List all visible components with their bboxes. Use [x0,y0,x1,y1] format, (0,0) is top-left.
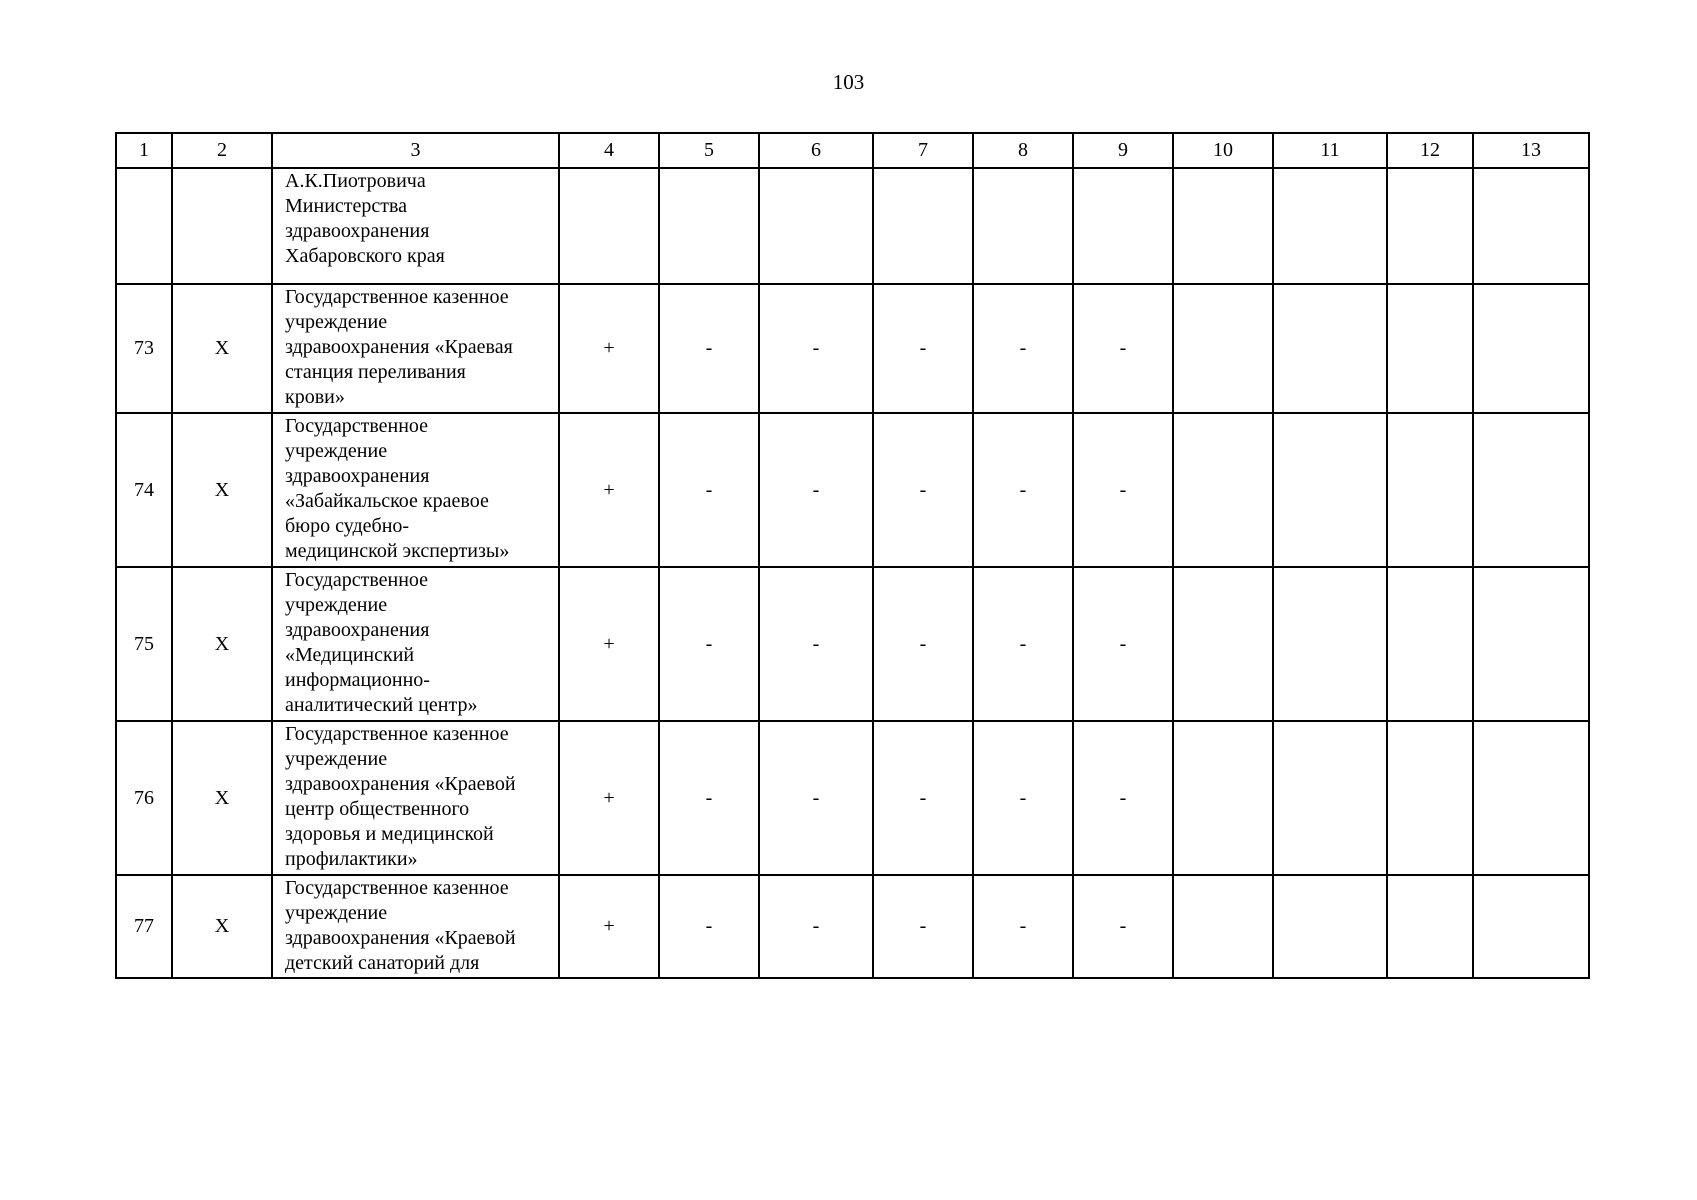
table-cell: - [1073,413,1173,567]
table-cell: Х [172,875,272,978]
column-header: 10 [1173,133,1273,168]
table-cell [1387,721,1473,875]
institution-name-cell: Государственное казенное учреждение здравоохранения «Краевой центр общественного здоровья и медицинской профилактики» [272,721,559,875]
table-cell [1473,413,1589,567]
table-cell: - [973,875,1073,978]
table-cell: - [973,284,1073,413]
table-cell [1387,284,1473,413]
table-cell: Х [172,413,272,567]
column-header: 6 [759,133,873,168]
table-cell: + [559,284,659,413]
table-cell: - [759,567,873,721]
page-number: 103 [832,70,865,94]
table-cell: - [659,875,759,978]
column-header: 3 [272,133,559,168]
table-cell [1173,567,1273,721]
table-cell [1273,168,1387,284]
table-row [116,168,1589,284]
institution-name-cell: Государственное казенное учреждение здравоохранения «Краевая станция переливания крови» [272,284,559,413]
institution-name-cell: Государственное учреждение здравоохранения «Медицинский информационно- аналитический центр» [272,567,559,721]
table-cell: - [873,875,973,978]
table-cell [172,168,272,284]
table-cell [1273,284,1387,413]
table-cell [1073,168,1173,284]
table-cell: Х [172,721,272,875]
header-row [116,133,1589,168]
column-header: 4 [559,133,659,168]
row-number-cell: 73 [116,284,172,413]
table-cell: - [659,721,759,875]
table-cell [1273,875,1387,978]
table-cell: - [973,721,1073,875]
table-cell: Х [172,284,272,413]
table-cell [973,168,1073,284]
row-number-cell: 77 [116,875,172,978]
table-cell [1473,875,1589,978]
table-cell [1173,168,1273,284]
table-cell [559,168,659,284]
table-cell [1173,875,1273,978]
table-cell: + [559,413,659,567]
table-cell [1273,721,1387,875]
table-cell: + [559,567,659,721]
column-header: 12 [1387,133,1473,168]
table-cell [116,168,172,284]
table-row [116,413,1589,567]
table-cell [1273,413,1387,567]
table-cell: + [559,875,659,978]
table-cell: - [759,875,873,978]
table-cell: - [1073,567,1173,721]
table-cell [873,168,973,284]
table-row [116,721,1589,875]
institution-name-cell: Государственное учреждение здравоохранения «Забайкальское краевое бюро судебно- медицинской экспертизы» [272,413,559,567]
table-cell: - [973,413,1073,567]
table-cell [1473,284,1589,413]
data-table [115,132,1590,979]
institution-name-cell: А.К.Пиотровича Министерства здравоохранения Хабаровского края [272,168,559,284]
column-header: 8 [973,133,1073,168]
table-cell [1173,721,1273,875]
table-cell [1387,875,1473,978]
table-cell: - [1073,284,1173,413]
table-cell: - [873,413,973,567]
column-header: 7 [873,133,973,168]
table-cell [1173,413,1273,567]
row-number-cell: 75 [116,567,172,721]
table-cell [1387,168,1473,284]
table-cell: - [659,567,759,721]
table-row [116,567,1589,721]
table-cell: - [759,284,873,413]
table-row [116,284,1589,413]
table-cell: + [559,721,659,875]
column-header: 11 [1273,133,1387,168]
table-cell [1473,567,1589,721]
institution-name-cell: Государственное казенное учреждение здравоохранения «Краевой детский санаторий для [272,875,559,978]
table-cell [1473,168,1589,284]
table-cell [759,168,873,284]
column-header: 5 [659,133,759,168]
table-cell: - [873,567,973,721]
table-cell: - [659,413,759,567]
table-cell: - [873,721,973,875]
table-cell: - [873,284,973,413]
table-cell [659,168,759,284]
table-cell: - [759,413,873,567]
table-cell: - [1073,721,1173,875]
table-cell [1387,413,1473,567]
table-cell: - [973,567,1073,721]
table-row [116,875,1589,978]
column-header: 9 [1073,133,1173,168]
table-cell: - [1073,875,1173,978]
table-cell [1387,567,1473,721]
row-number-cell: 76 [116,721,172,875]
table-cell: Х [172,567,272,721]
column-header: 2 [172,133,272,168]
table-cell: - [659,284,759,413]
table-cell: - [759,721,873,875]
table-cell [1173,284,1273,413]
column-header: 1 [116,133,172,168]
column-header: 13 [1473,133,1589,168]
table-cell [1273,567,1387,721]
table-cell [1473,721,1589,875]
row-number-cell: 74 [116,413,172,567]
